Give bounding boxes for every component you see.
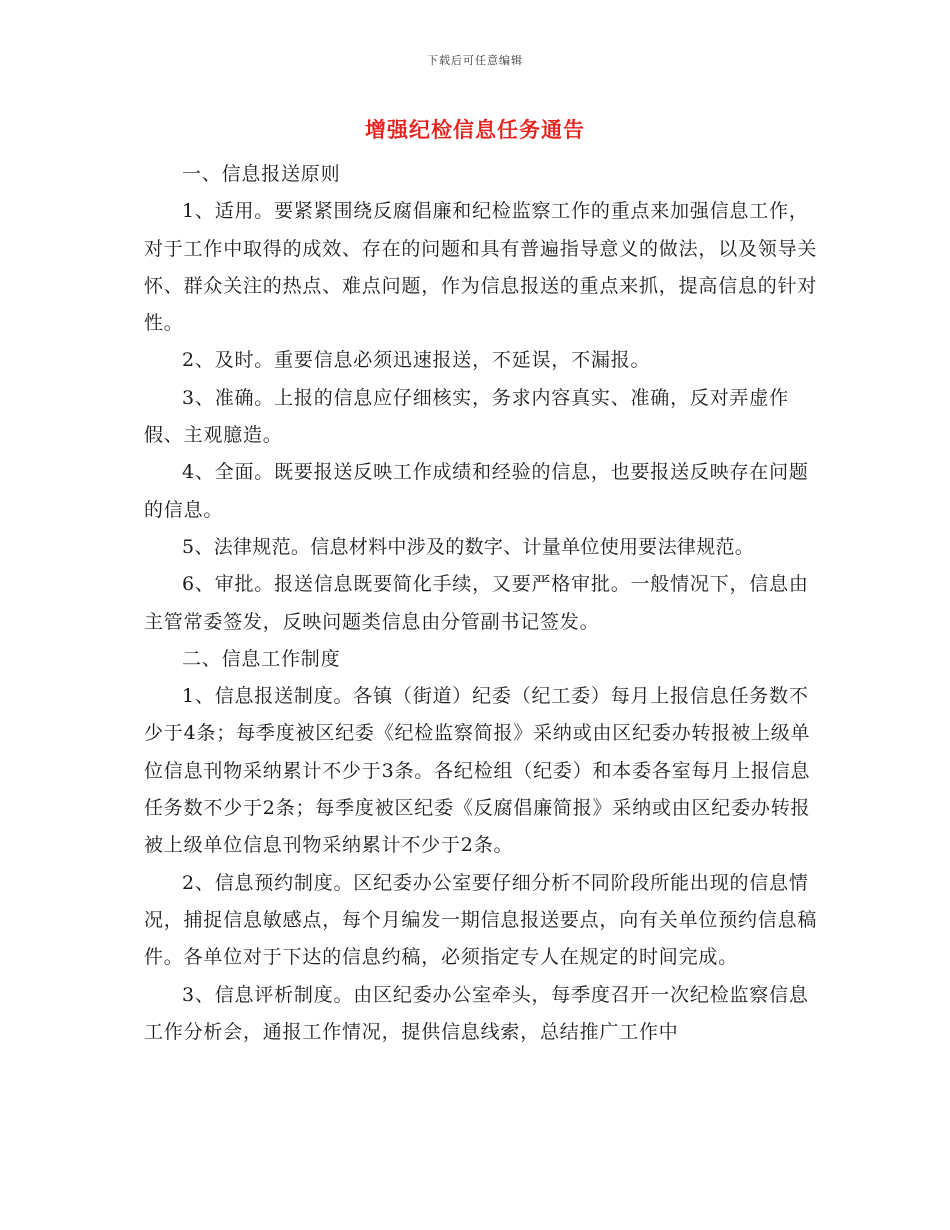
paragraph: 6、审批。报送信息既要简化手续，又要严格审批。一般情况下，信息由主管常委签发，反映问题类信息由分管副书记签发。	[144, 573, 809, 633]
document-title: 增强纪检信息任务通告	[365, 117, 585, 142]
paragraph: 3、信息评析制度。由区纪委办公室牵头，每季度召开一次纪检监察信息工作分析会，通报工作情况，提供信息线索，总结推广工作中	[144, 983, 809, 1043]
paragraph: 5、法律规范。信息材料中涉及的数字、计量单位使用要法律规范。	[182, 535, 755, 558]
paragraph: 1、信息报送制度。各镇（街道）纪委（纪工委）每月上报信息任务数不少于4条；每季度被区纪委《纪检监察简报》采纳或由区纪委办转报被上级单位信息刊物采纳累计不少于3条。各纪检组（纪委）和本委各室每月上报信息任务数不少于2条；每季度被区纪委《反腐倡廉简报》采纳或由区纪委办转报被上级单位信息刊物采纳累计不少于2条。	[144, 685, 811, 857]
paragraph: 1、适用。要紧紧围绕反腐倡廉和纪检监察工作的重点来加强信息工作，对于工作中取得的成效、存在的问题和具有普遍指导意义的做法，以及领导关怀、群众关注的热点、难点问题，作为信息报送的重点来抓，提高信息的针对性。	[144, 200, 818, 335]
paragraph: 2、信息预约制度。区纪委办公室要仔细分析不同阶段所能出现的信息情况，捕捉信息敏感点，每个月编发一期信息报送要点，向有关单位预约信息稿件。各单位对于下达的信息约稿，必须指定专人在规定的时间完成。	[144, 871, 818, 969]
paragraph: 4、全面。既要报送反映工作成绩和经验的信息，也要报送反映存在问题的信息。	[144, 461, 809, 521]
paragraph: 3、准确。上报的信息应仔细核实，务求内容真实、准确，反对弄虚作假、主观臆造。	[144, 386, 789, 447]
document-body	[144, 156, 824, 1051]
paragraph: 2、及时。重要信息必须迅速报送，不延误，不漏报。	[182, 349, 651, 372]
page-header-note: 下载后可任意编辑	[427, 54, 523, 67]
section-heading: 一、信息报送原则	[182, 163, 341, 185]
section-heading: 二、信息工作制度	[182, 647, 341, 670]
